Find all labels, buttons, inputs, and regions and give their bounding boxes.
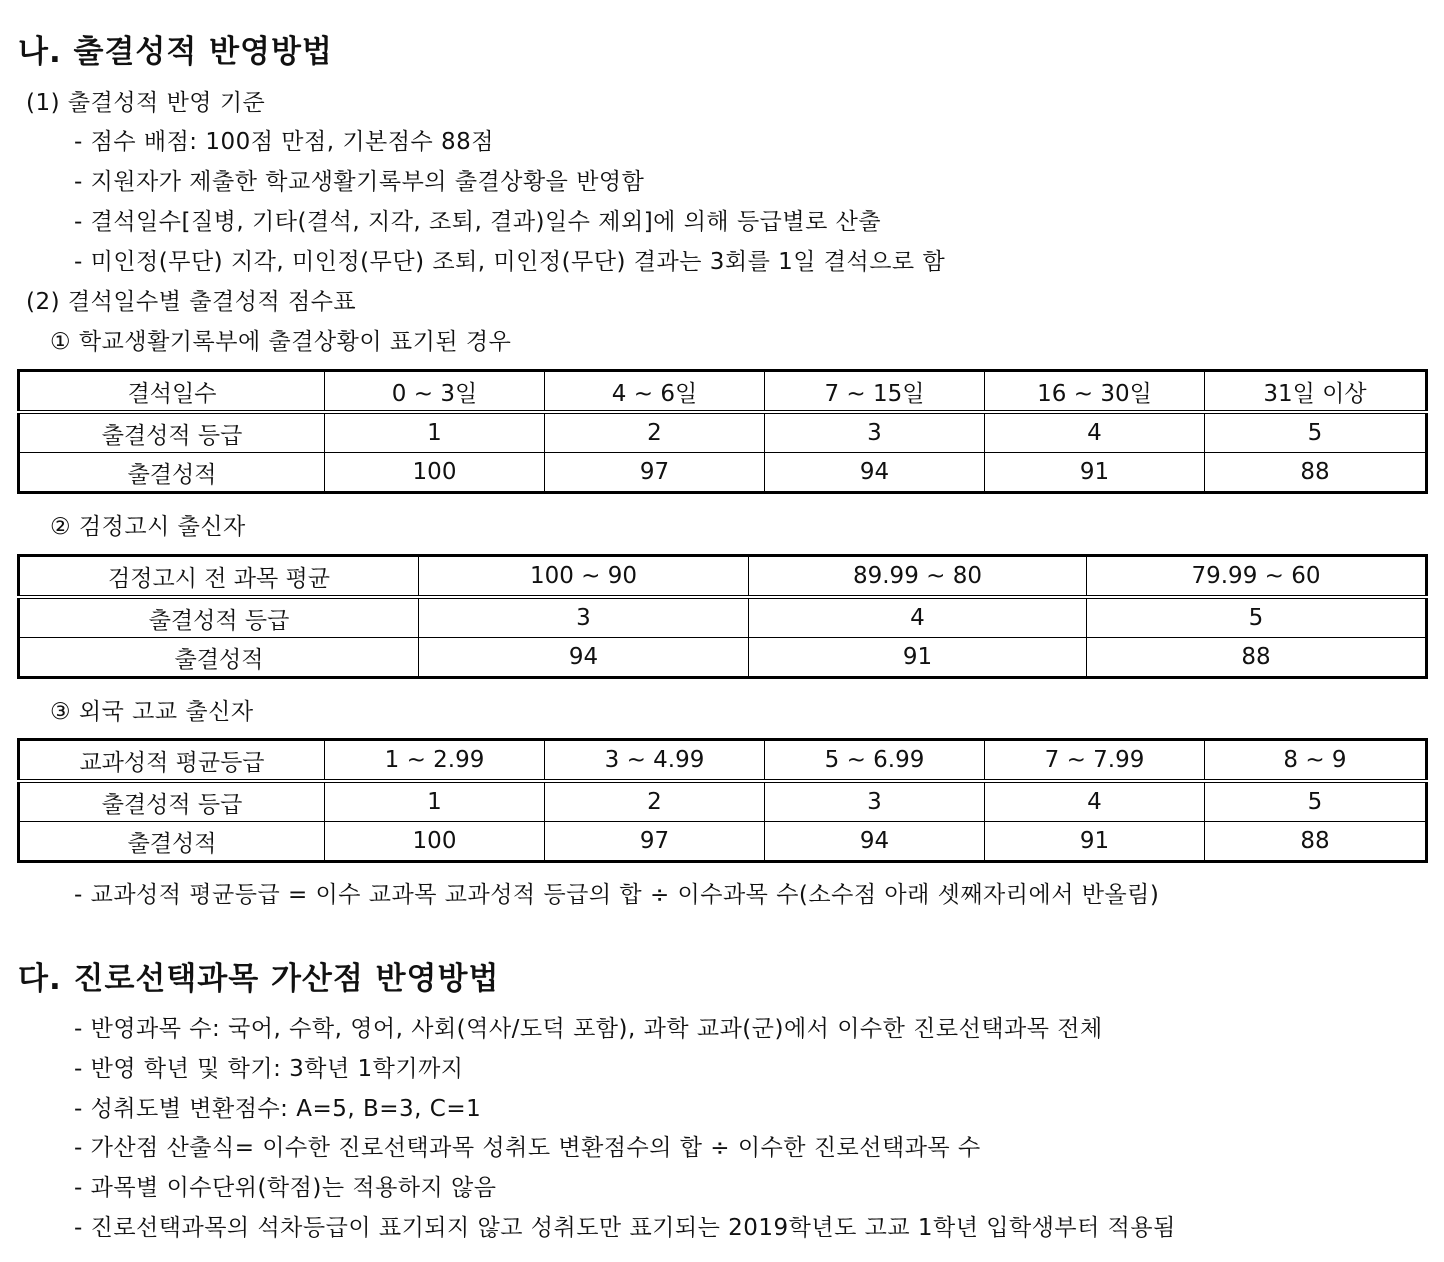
table-cell: 97 bbox=[545, 453, 765, 493]
table-cell: 100 bbox=[325, 822, 545, 862]
table-header-cell: 4 ~ 6일 bbox=[545, 371, 765, 413]
criteria-item: - 미인정(무단) 지각, 미인정(무단) 조퇴, 미인정(무단) 결과는 3회를 1일 결석으로 함 bbox=[74, 249, 946, 275]
table-cell: 3 bbox=[419, 597, 749, 638]
table-cell: 91 bbox=[749, 638, 1087, 678]
table-header-cell: 31일 이상 bbox=[1205, 371, 1427, 413]
table-header-row bbox=[19, 556, 1427, 598]
score-table-subheading: (2) 결석일수별 출결성적 점수표 bbox=[26, 289, 357, 315]
criteria-item: - 지원자가 제출한 학교생활기록부의 출결상황을 반영함 bbox=[74, 169, 645, 195]
table-cell: 91 bbox=[985, 453, 1205, 493]
table-cell: 출결성적 bbox=[19, 822, 325, 862]
table-cell: 97 bbox=[545, 822, 765, 862]
table-header-cell: 7 ~ 15일 bbox=[765, 371, 985, 413]
criteria-item: - 점수 배점: 100점 만점, 기본점수 88점 bbox=[74, 129, 495, 155]
table-cell: 3 bbox=[765, 781, 985, 822]
table-cell: 4 bbox=[985, 412, 1205, 453]
section-na-title: 나. 출결성적 반영방법 bbox=[18, 34, 333, 70]
table-cell: 94 bbox=[419, 638, 749, 678]
table-row bbox=[19, 781, 1427, 822]
attendance-table-ged bbox=[17, 554, 1428, 679]
table-header-cell: 0 ~ 3일 bbox=[325, 371, 545, 413]
table-header-cell: 검정고시 전 과목 평균 bbox=[19, 556, 419, 598]
table-cell: 출결성적 등급 bbox=[19, 412, 325, 453]
bonus-item: - 반영과목 수: 국어, 수학, 영어, 사회(역사/도덕 포함), 과학 교과(군)에서 이수한 진로선택과목 전체 bbox=[74, 1016, 1103, 1042]
criteria-item: - 결석일수[질병, 기타(결석, 지각, 조퇴, 결과)일수 제외]에 의해 등급별로 산출 bbox=[74, 209, 882, 235]
bonus-item: - 성취도별 변환점수: A=5, B=3, C=1 bbox=[74, 1096, 482, 1122]
table-cell: 88 bbox=[1205, 453, 1427, 493]
case-3-heading: ③ 외국 고교 출신자 bbox=[50, 699, 254, 725]
table-header-cell: 1 ~ 2.99 bbox=[325, 740, 545, 782]
bonus-item: - 진로선택과목의 석차등급이 표기되지 않고 성취도만 표기되는 2019학년도 고교 1학년 입학생부터 적용됨 bbox=[74, 1215, 1176, 1241]
table-cell: 1 bbox=[325, 781, 545, 822]
table-header-cell: 16 ~ 30일 bbox=[985, 371, 1205, 413]
bonus-item: - 반영 학년 및 학기: 3학년 1학기까지 bbox=[74, 1056, 464, 1082]
average-grade-note: - 교과성적 평균등급 = 이수 교과목 교과성적 등급의 합 ÷ 이수과목 수(소수점 아래 셋째자리에서 반올림) bbox=[74, 882, 1160, 908]
table-header-cell: 5 ~ 6.99 bbox=[765, 740, 985, 782]
section-da-title: 다. 진로선택과목 가산점 반영방법 bbox=[18, 961, 500, 997]
table-cell: 3 bbox=[765, 412, 985, 453]
table-cell: 5 bbox=[1205, 412, 1427, 453]
attendance-table-school-record bbox=[17, 369, 1428, 494]
table-header-cell: 7 ~ 7.99 bbox=[985, 740, 1205, 782]
table-cell: 88 bbox=[1205, 822, 1427, 862]
table-cell: 100 bbox=[325, 453, 545, 493]
table-header-cell: 79.99 ~ 60 bbox=[1087, 556, 1427, 598]
bonus-item: - 과목별 이수단위(학점)는 적용하지 않음 bbox=[74, 1175, 497, 1201]
criteria-subheading: (1) 출결성적 반영 기준 bbox=[26, 90, 266, 116]
table-cell: 91 bbox=[985, 822, 1205, 862]
table-cell: 4 bbox=[749, 597, 1087, 638]
table-row bbox=[19, 453, 1427, 493]
bonus-item: - 가산점 산출식= 이수한 진로선택과목 성취도 변환점수의 합 ÷ 이수한 진로선택과목 수 bbox=[74, 1135, 981, 1161]
table-cell: 4 bbox=[985, 781, 1205, 822]
table-header-cell: 8 ~ 9 bbox=[1205, 740, 1427, 782]
table-cell: 94 bbox=[765, 453, 985, 493]
attendance-table-foreign bbox=[17, 738, 1428, 863]
table-cell: 5 bbox=[1205, 781, 1427, 822]
table-row bbox=[19, 822, 1427, 862]
table-cell: 5 bbox=[1087, 597, 1427, 638]
case-2-heading: ② 검정고시 출신자 bbox=[50, 514, 246, 540]
table-cell: 2 bbox=[545, 781, 765, 822]
table-header-row bbox=[19, 740, 1427, 782]
case-1-heading: ① 학교생활기록부에 출결상황이 표기된 경우 bbox=[50, 329, 512, 355]
table-cell: 1 bbox=[325, 412, 545, 453]
table-header-row bbox=[19, 371, 1427, 413]
table-header-cell: 89.99 ~ 80 bbox=[749, 556, 1087, 598]
table-row bbox=[19, 412, 1427, 453]
table-header-cell: 교과성적 평균등급 bbox=[19, 740, 325, 782]
table-cell: 출결성적 bbox=[19, 638, 419, 678]
table-header-cell: 100 ~ 90 bbox=[419, 556, 749, 598]
table-row bbox=[19, 597, 1427, 638]
table-cell: 출결성적 등급 bbox=[19, 781, 325, 822]
table-row bbox=[19, 638, 1427, 678]
table-cell: 출결성적 등급 bbox=[19, 597, 419, 638]
table-cell: 94 bbox=[765, 822, 985, 862]
table-header-cell: 3 ~ 4.99 bbox=[545, 740, 765, 782]
table-header-cell: 결석일수 bbox=[19, 371, 325, 413]
table-cell: 2 bbox=[545, 412, 765, 453]
table-cell: 88 bbox=[1087, 638, 1427, 678]
table-cell: 출결성적 bbox=[19, 453, 325, 493]
